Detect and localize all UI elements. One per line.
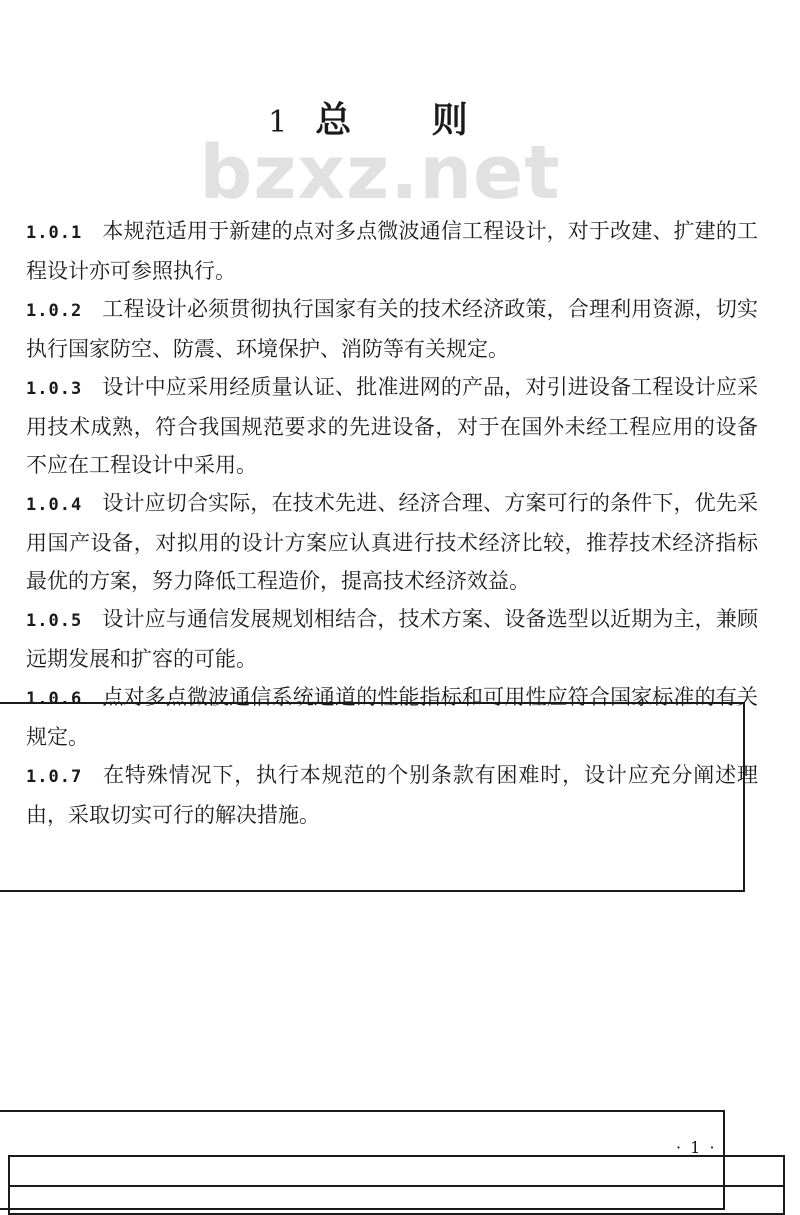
clause-number: 1.0.7 [26,767,83,787]
chapter-title: 总 则 [315,99,502,141]
page-number: · 1 · [676,1138,717,1157]
clause-text: 点对多点微波通信系统通道的性能指标和可用性应符合国家标准的有关规定。 [26,685,758,749]
watermark-text: bzxz.net [199,130,561,216]
clause-1-0-3 [26,368,758,484]
chapter-number: 1 [268,105,290,140]
clause-text: 工程设计必须贯彻执行国家有关的技术经济政策，合理利用资源，切实执行国家防空、防震、环境保护、消防等有关规定。 [26,297,758,361]
clause-number: 1.0.1 [26,223,83,243]
clause-1-0-5 [26,600,758,678]
clause-text: 本规范适用于新建的点对多点微波通信工程设计，对于改建、扩建的工程设计亦可参照执行。 [26,219,758,283]
clause-number: 1.0.4 [26,495,83,515]
clause-1-0-4 [26,484,758,600]
clause-1-0-2 [26,290,758,368]
clause-1-0-1 [26,212,758,290]
footer-divider [8,1185,785,1187]
clause-text: 设计应与通信发展规划相结合，技术方案、设备选型以近期为主，兼顾远期发展和扩容的可能。 [26,607,758,671]
clause-text: 设计中应采用经质量认证、批准进网的产品，对引进设备工程设计应采用技术成熟，符合我国规范要求的先进设备，对于在国外未经工程应用的设备不应在工程设计中采用。 [26,375,758,477]
clause-text: 设计应切合实际，在技术先进、经济合理、方案可行的条件下，优先采用国产设备，对拟用的设计方案应认真进行技术经济比较，推荐技术经济指标最优的方案，努力降低工程造价，提高技术经济效益。 [26,491,758,593]
clause-number: 1.0.5 [26,611,83,631]
clause-number: 1.0.2 [26,301,83,321]
clause-number: 1.0.6 [26,689,83,709]
clause-number: 1.0.3 [26,379,83,399]
scan-frame-border [0,702,745,892]
clause-text: 在特殊情况下，执行本规范的个别条款有困难时，设计应充分阐述理由，采取切实可行的解决措施。 [26,763,758,827]
